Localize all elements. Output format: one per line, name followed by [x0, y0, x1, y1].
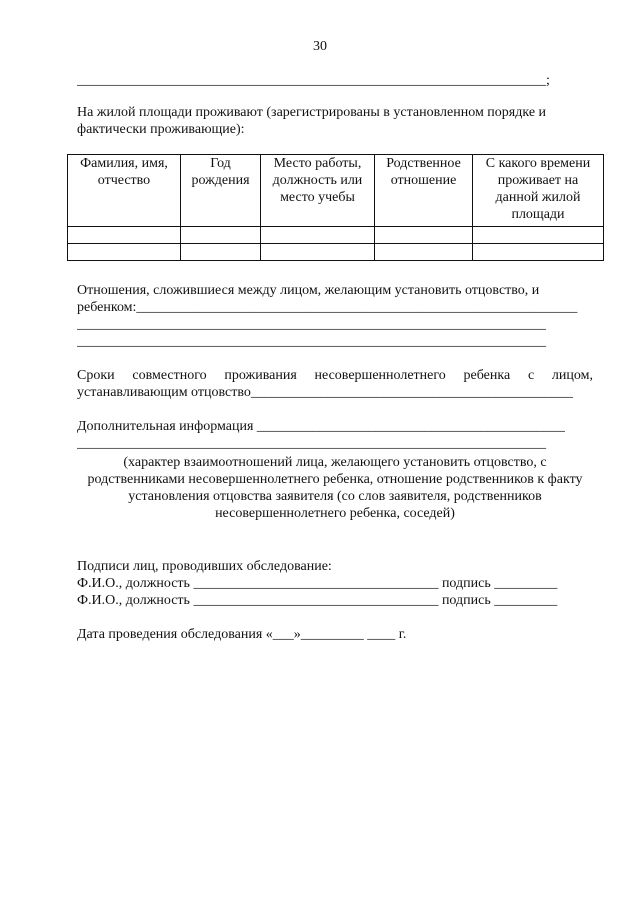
table-cell: [261, 227, 375, 244]
signer-name-line: ___________________________________: [193, 576, 439, 591]
signer-label: Ф.И.О., должность: [77, 576, 190, 591]
signature-label: подпись: [441, 593, 491, 608]
table-cell: [473, 227, 604, 244]
col-header-name: Фамилия, имя, отчество: [68, 155, 181, 227]
inspection-date-line: Дата проведения обследования «___»_________ ____ г.: [77, 627, 407, 642]
signer-label: Ф.И.О., должность: [77, 593, 190, 608]
col-header-workplace: Место работы, должность или место учебы: [261, 155, 375, 227]
residents-table: [67, 154, 604, 261]
col-header-since: С какого времени проживает на данной жилой площади: [473, 155, 604, 227]
table-cell: [181, 244, 261, 261]
signatures-title: Подписи лиц, проводивших обследование:: [77, 559, 332, 574]
table-cell: [68, 227, 181, 244]
page-number: 30: [313, 39, 327, 54]
table-row: [68, 244, 604, 261]
relations-line-4: ___________________________________________________________________: [77, 334, 546, 349]
table-cell: [473, 244, 604, 261]
cohabitation-line-2: устанавливающим отцовство______________________________________________: [77, 385, 573, 400]
table-cell: [375, 244, 473, 261]
signature-row: [77, 575, 593, 592]
signature-line: _________: [494, 593, 558, 608]
signature-label: подпись: [441, 576, 491, 591]
signature-line: _________: [494, 576, 558, 591]
cohabitation-line-1: Сроки совместного проживания несовершеннолетнего ребенка с лицом,: [77, 368, 593, 383]
residents-intro: На жилой площади проживают (зарегистрированы в установленном порядке и фактически проживающие):: [77, 105, 547, 137]
additional-info-note: (характер взаимоотношений лица, желающего установить отцовство, с родственниками несовершеннолетнего ребенка, отношение родственников к факту установления отцовства заявителя (со слов заявителя, родственников несовершеннолетнего ребенка, соседей): [87, 455, 583, 521]
relations-line-2: ребенком:_______________________________________________________________: [77, 300, 578, 315]
table-cell: [181, 227, 261, 244]
additional-info-line-1: Дополнительная информация ____________________________________________: [77, 419, 565, 434]
table-cell: [261, 244, 375, 261]
table-row: [68, 227, 604, 244]
residents-header-row: [68, 155, 604, 227]
col-header-birth-year: Год рождения: [181, 155, 261, 227]
signer-name-line: ___________________________________: [193, 593, 439, 608]
top-fill-line: ___________________________________________________________________;: [77, 73, 550, 88]
table-cell: [375, 227, 473, 244]
relations-line-3: ___________________________________________________________________: [77, 317, 546, 332]
signature-row: [77, 592, 593, 609]
col-header-relation: Родственное отношение: [375, 155, 473, 227]
relations-line-1: Отношения, сложившиеся между лицом, желающим установить отцовство, и: [77, 283, 540, 298]
table-cell: [68, 244, 181, 261]
additional-info-line-2: ___________________________________________________________________: [77, 436, 546, 451]
